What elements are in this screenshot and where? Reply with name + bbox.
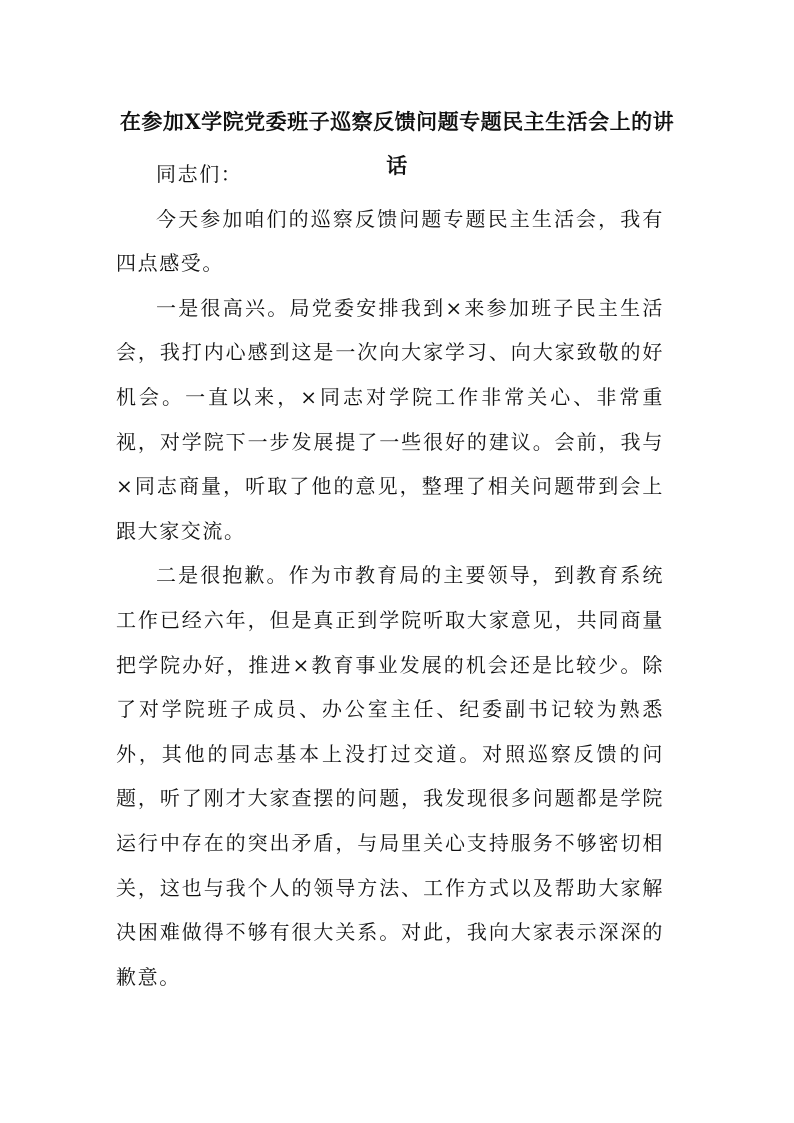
document-body <box>116 152 664 999</box>
point-two-paragraph: 二是很抱歉。作为市教育局的主要领导，到教育系统工作已经六年，但是真正到学院听取大家意见，共同商量把学院办好，推进×教育事业发展的机会还是比较少。除了对学院班子成员、办公室主任、纪委副书记较为熟悉外，其他的同志基本上没打过交道。对照巡察反馈的问题，听了刚才大家查摆的问题，我发现很多问题都是学院运行中存在的突出矛盾，与局里关心支持服务不够密切相关，这也与我个人的领导方法、工作方式以及帮助大家解决困难做得不够有很大关系。对此，我向大家表示深深的歉意。 <box>116 563 664 989</box>
greeting-paragraph: 同志们： <box>156 162 243 186</box>
document-title: 在参加X学院党委班子巡察反馈问题专题民主生活会上的讲话 <box>119 109 675 178</box>
intro-paragraph: 今天参加咱们的巡察反馈问题专题民主生活会，我有四点感受。 <box>116 206 664 276</box>
point-one-paragraph: 一是很高兴。局党委安排我到×来参加班子民主生活会，我打内心感到这是一次向大家学习、向大家致敬的好机会。一直以来，×同志对学院工作非常关心、非常重视，对学院下一步发展提了一些很好的建议。会前，我与×同志商量，听取了他的意见，整理了相关问题带到会上跟大家交流。 <box>116 295 664 543</box>
